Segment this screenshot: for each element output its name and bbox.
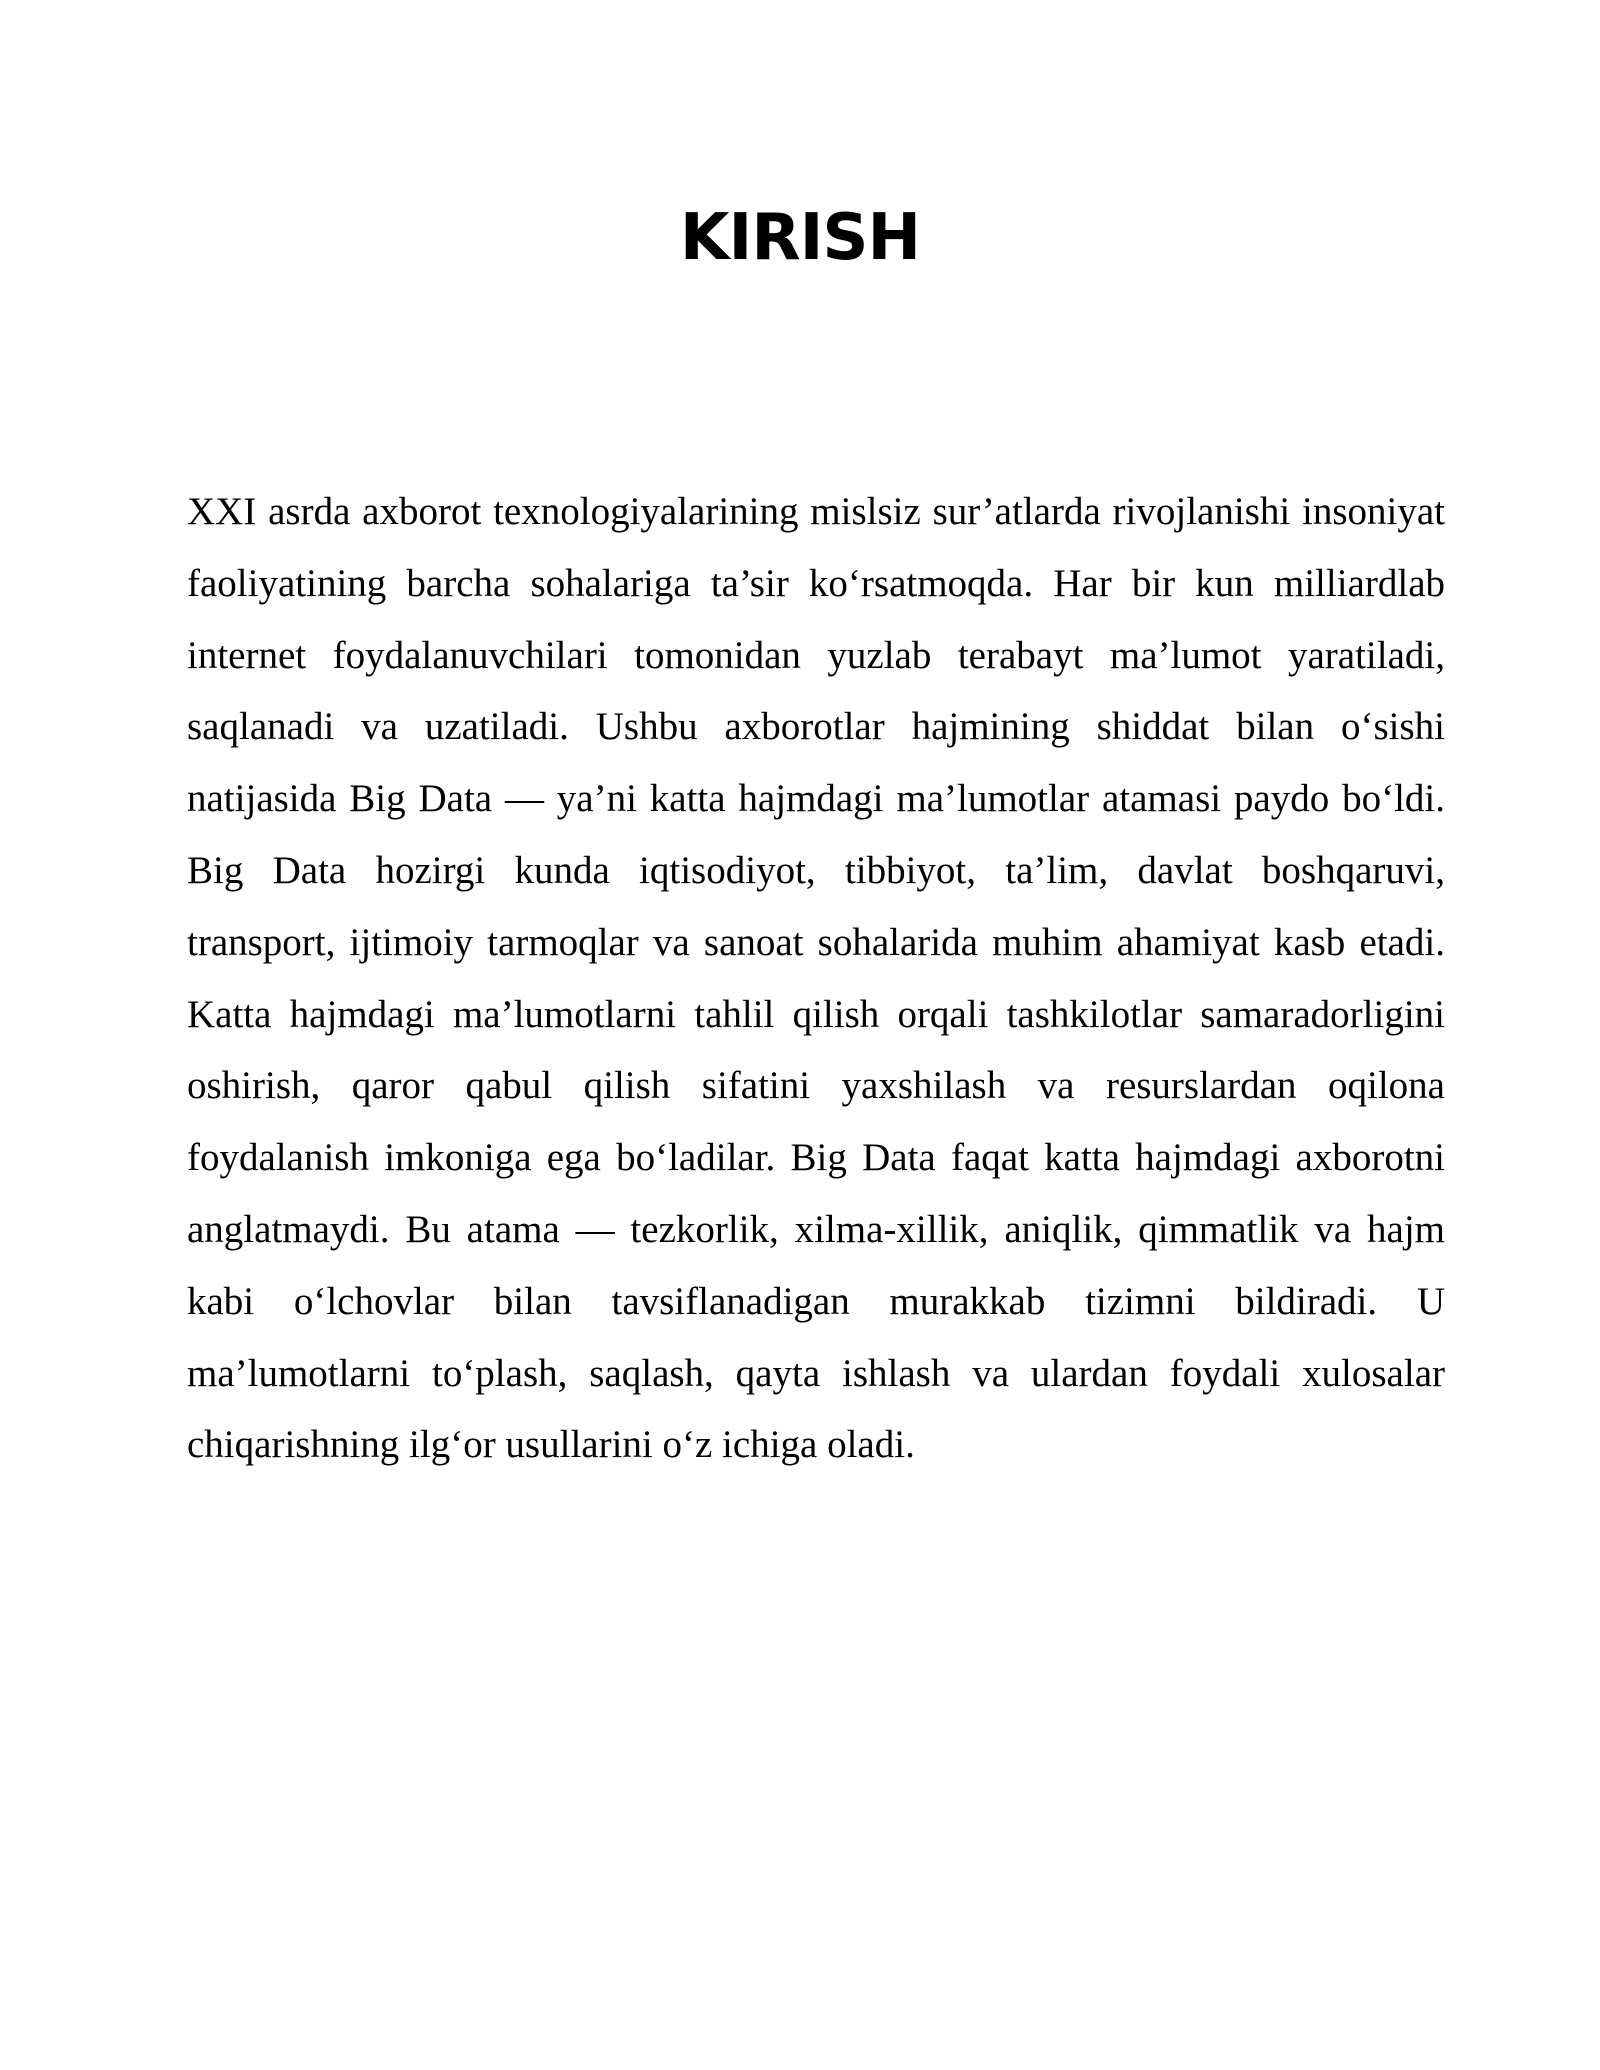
page-title: KIRISH xyxy=(679,201,921,275)
body-paragraph: XXI asrda axborot texnologiyalarining mislsiz sur’atlarda rivojlanishi insoniyat faoliyatining barcha sohalariga ta’sir ko‘rsatmoqda. Har bir kun milliardlab internet foydalanuvchilari tomonidan yuzlab terabayt ma’lumot yaratiladi, saqlanadi va uzatiladi. Ushbu axborotlar hajmining shiddat bilan o‘sishi natijasida Big Data — ya’ni katta hajmdagi ma’lumotlar atamasi paydo bo‘ldi. Big Data hozirgi kunda iqtisodiyot, tibbiyot, ta’lim, davlat boshqaruvi, transport, ijtimoiy tarmoqlar va sanoat sohalarida muhim ahamiyat kasb etadi. Katta hajmdagi ma’lumotlarni tahlil qilish orqali tashkilotlar samaradorligini oshirish, qaror qabul qilish sifatini yaxshilash va resurslardan oqilona foydalanish imkoniga ega bo‘ladilar. Big Data faqat katta hajmdagi axborotni anglatmaydi. Bu atama — tezkorlik, xilma-xillik, aniqlik, qimmatlik va hajm kabi o‘lchovlar bilan tavsiflanadigan murakkab tizimni bildiradi. U ma’lumotlarni to‘plash, saqlash, qayta ishlash va ulardan foydali xulosalar chiqarishning ilg‘or usullarini o‘z ichiga oladi. xyxy=(187,490,1445,1467)
